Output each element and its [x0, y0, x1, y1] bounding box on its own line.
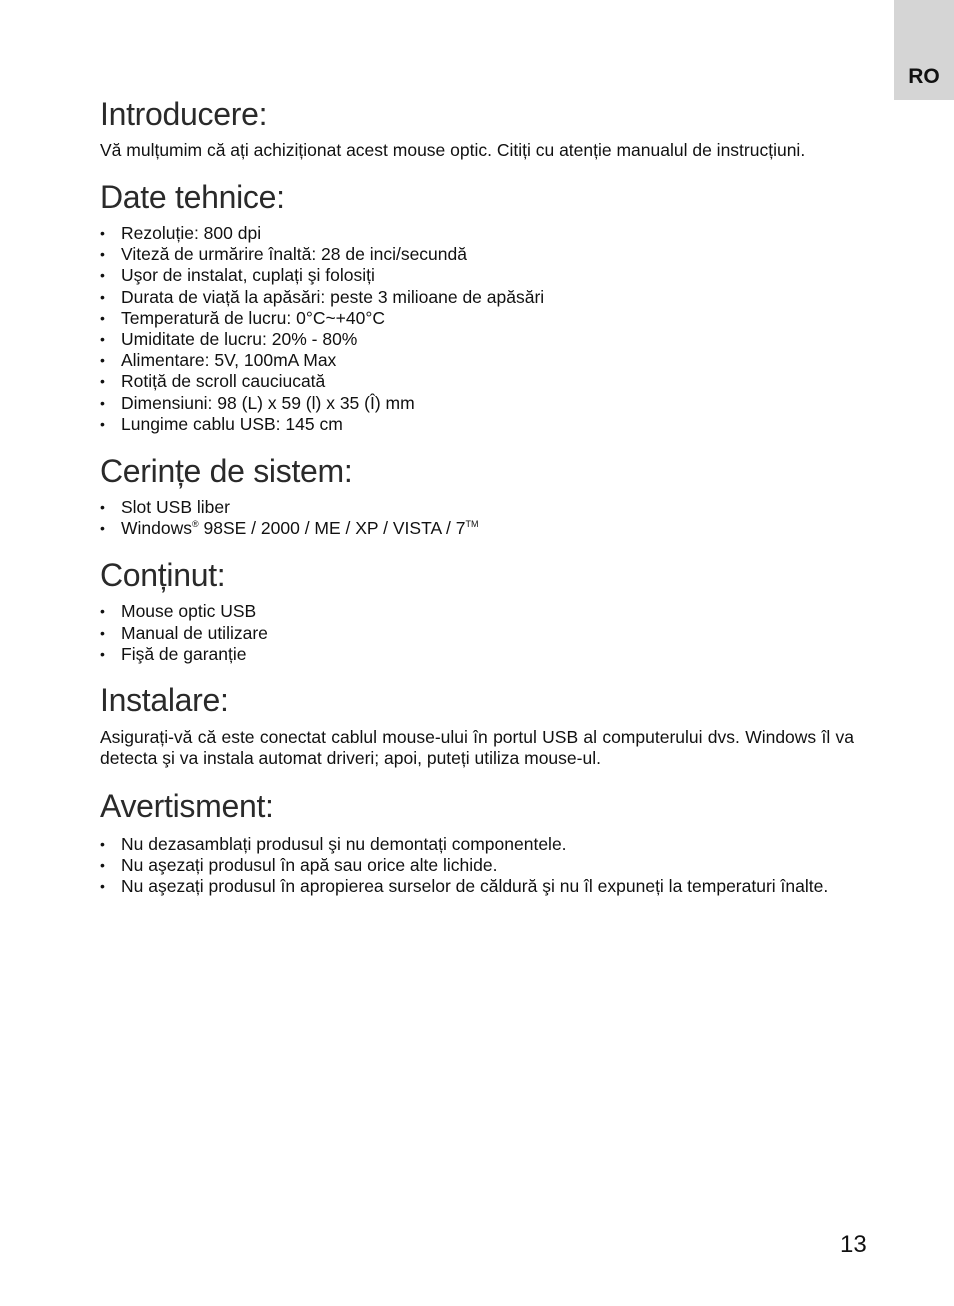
list-item-text: Slot USB liber: [121, 497, 230, 518]
bullet-icon: •: [100, 603, 105, 620]
list-item-text: Nu dezasamblați produsul şi nu demontați componentele.: [121, 834, 567, 855]
list-item-text: Umiditate de lucru: 20% - 80%: [121, 329, 358, 350]
warning-list: [100, 834, 854, 898]
section-title-warning: Avertisment:: [100, 788, 274, 825]
bullet-icon: •: [100, 246, 105, 263]
manual-page-content: [100, 94, 854, 898]
list-item-text: Uşor de instalat, cuplați şi folosiți: [121, 265, 375, 286]
introduction-text: Vă mulțumim că ați achiziționat acest mouse optic. Citiți cu atenție manualul de instrucțiuni.: [100, 140, 806, 160]
list-item-text: Rezoluție: 800 dpi: [121, 223, 262, 243]
section-introduction: [100, 94, 854, 161]
bullet-icon: •: [100, 857, 105, 874]
section-package-contents: [100, 555, 854, 665]
list-item-text: Nu aşezați produsul în apă sau orice alte lichide.: [121, 855, 498, 876]
section-title-installation: Instalare:: [100, 682, 229, 719]
section-title-system-requirements: Cerințe de sistem:: [100, 453, 353, 490]
windows-versions: 98SE / 2000 / ME / XP / VISTA / 7: [198, 518, 466, 539]
section-warning: [100, 786, 854, 898]
section-installation: [100, 680, 854, 769]
list-item-text: Dimensiuni: 98 (L) x 59 (l) x 35 (Î) mm: [121, 392, 415, 413]
list-item-text: Alimentare: 5V, 100mA Max: [121, 350, 337, 371]
list-item: [100, 644, 854, 665]
list-item: [100, 876, 854, 897]
list-item: [100, 414, 854, 435]
list-item-text: Lungime cablu USB: 145 cm: [121, 413, 343, 434]
list-item: [100, 518, 854, 539]
bullet-icon: •: [100, 331, 105, 348]
list-item: [100, 601, 854, 622]
list-item: [100, 834, 854, 855]
list-item: [100, 308, 854, 329]
section-title-technical-data: Date tehnice:: [100, 179, 285, 215]
list-item-text: Fişă de garanție: [121, 643, 247, 664]
bullet-icon: •: [100, 624, 105, 641]
trademark-mark: TM: [465, 519, 479, 530]
bullet-icon: •: [100, 499, 105, 516]
list-item-text: Mouse optic USB: [121, 601, 257, 622]
list-item: [100, 497, 854, 518]
list-item: [100, 329, 854, 350]
system-requirements-list: [100, 497, 854, 539]
list-item-text: Manual de utilizare: [121, 622, 268, 643]
bullet-icon: •: [100, 415, 105, 432]
bullet-icon: •: [100, 352, 105, 369]
list-item: [100, 855, 854, 876]
bullet-icon: •: [100, 645, 105, 662]
section-title-package-contents: Conținut:: [100, 557, 226, 594]
list-item-text: Nu aşezați produsul în apropierea surselor de căldură şi nu îl expuneți la temperaturi înalte.: [121, 876, 829, 897]
list-item-text: Viteză de urmărire înaltă: 28 de inci/secundă: [121, 244, 467, 265]
list-item: [100, 371, 854, 392]
list-item: [100, 223, 854, 244]
technical-data-list: [100, 223, 854, 435]
section-title-introduction: Introducere:: [100, 96, 268, 132]
language-tab-label: RO: [908, 65, 940, 88]
list-item-text: Temperatură de lucru: 0°C~+40°C: [121, 307, 385, 328]
bullet-icon: •: [100, 309, 105, 326]
bullet-icon: •: [100, 288, 105, 305]
bullet-icon: •: [100, 394, 105, 411]
page-number: 13: [840, 1231, 867, 1258]
list-item: [100, 265, 854, 286]
list-item: [100, 287, 854, 308]
language-tab: [894, 0, 954, 100]
list-item-text: Durata de viață la apăsări: peste 3 milioane de apăsări: [121, 286, 545, 307]
list-item: [100, 393, 854, 414]
installation-text: Asigurați-vă că este conectat cablul mouse-ului în portul USB al computerului dvs. Windows îl va detecta şi va instala automat driveri; apoi, puteți utiliza mouse-ul.: [100, 727, 854, 769]
bullet-icon: •: [100, 836, 105, 853]
list-item: [100, 244, 854, 265]
package-contents-list: [100, 601, 854, 665]
list-item: [100, 350, 854, 371]
bullet-icon: •: [100, 267, 105, 284]
bullet-icon: •: [100, 520, 105, 537]
section-technical-data: [100, 177, 854, 435]
windows-label: Windows: [121, 518, 192, 539]
section-system-requirements: [100, 451, 854, 539]
registered-mark: ®: [192, 519, 199, 530]
bullet-icon: •: [100, 878, 105, 895]
list-item: [100, 623, 854, 644]
bullet-icon: •: [100, 225, 105, 241]
list-item-text: Rotiță de scroll cauciucată: [121, 371, 326, 392]
bullet-icon: •: [100, 373, 105, 390]
